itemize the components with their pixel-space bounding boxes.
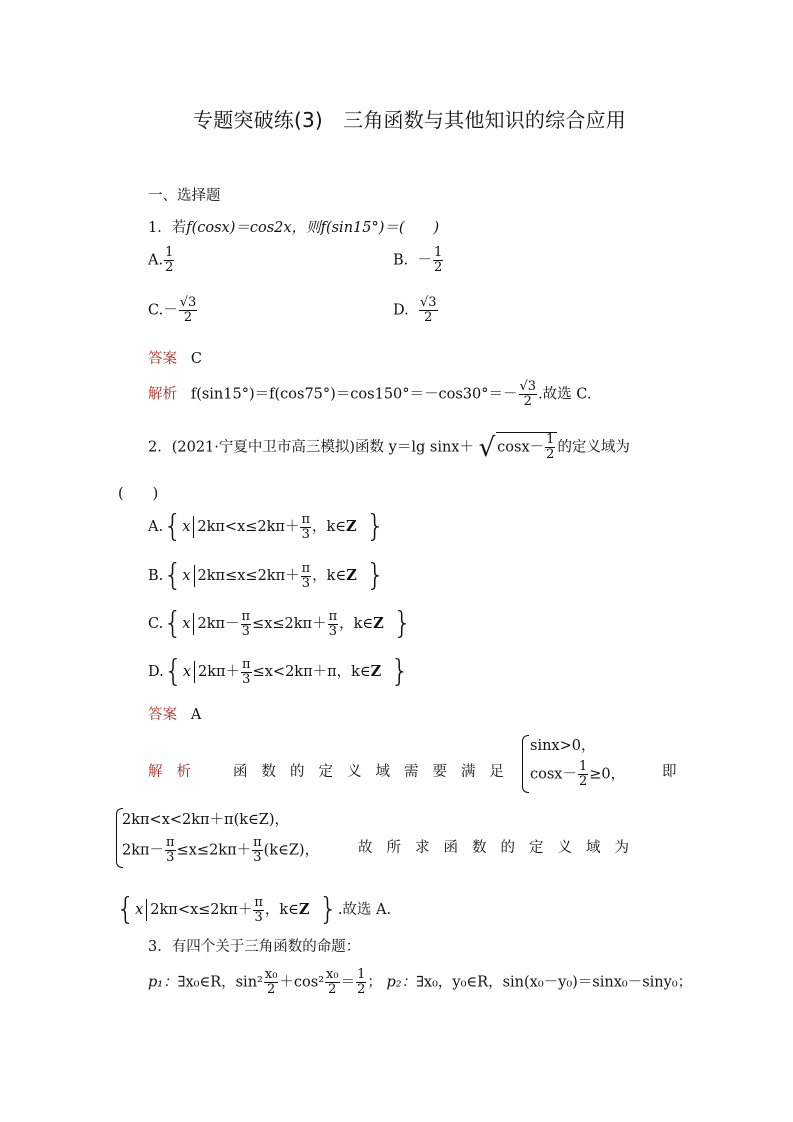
set-condition: ≤x≤2kπ＋ [252, 616, 327, 632]
proposition-label: p₁： [148, 974, 178, 991]
fraction-denominator: 3 [166, 850, 175, 865]
q3-proposition-p1-p2 [148, 968, 692, 997]
fraction-denominator: 2 [433, 260, 443, 275]
fraction [433, 246, 443, 275]
fraction [300, 513, 311, 542]
set-variable: x [182, 519, 191, 535]
right-brace-icon: } [365, 509, 385, 544]
set-bar [194, 565, 195, 587]
analysis-label: 解析 [148, 764, 205, 780]
set-domain: ，k∈ [339, 616, 374, 632]
set-bar [194, 661, 195, 683]
q2-answer [148, 703, 201, 724]
option-label: A. [148, 519, 164, 535]
system-text: 2kπ－ [122, 842, 165, 859]
q2-system-line-1: sinx>0， [530, 738, 596, 754]
fraction [253, 896, 264, 925]
fraction-numerator: √3 [419, 295, 437, 310]
left-brace-icon: { [163, 606, 183, 641]
fraction-denominator: 2 [424, 310, 433, 325]
left-brace-icon: { [163, 654, 183, 689]
set-condition: 2kπ＋ [198, 664, 241, 680]
fraction [252, 836, 263, 865]
q1-option-d [393, 296, 439, 325]
system-text: ≤x≤2kπ＋ [176, 842, 252, 859]
set-bar [146, 899, 147, 921]
sqrt-radicand [496, 432, 557, 462]
set-bar [193, 516, 194, 538]
analysis-conclusion: .故选 A. [337, 902, 392, 918]
set-condition: 2kπ－ [197, 616, 240, 632]
fraction-denominator: 3 [254, 909, 263, 925]
q2-answer-paren: ( ) [118, 486, 159, 502]
proposition-text: ∃x₀∈R，sin² [177, 974, 263, 991]
fraction-numerator: 1 [433, 245, 443, 260]
fraction-denominator: 3 [328, 623, 337, 639]
minus-sign: － [163, 302, 178, 319]
fraction-denominator: 3 [241, 623, 250, 639]
fraction-numerator: π [242, 656, 251, 672]
question-1-stem [148, 216, 439, 237]
option-label: C. [148, 616, 164, 632]
fraction-numerator: π [253, 835, 262, 850]
system-text: ≥0， [589, 766, 626, 783]
fraction-denominator: 3 [301, 575, 311, 591]
integer-set: Z [373, 615, 384, 632]
fraction-numerator: 1 [357, 967, 366, 982]
set-bar [193, 613, 194, 635]
q2-final-set [116, 892, 392, 927]
left-brace-icon: { [163, 558, 183, 593]
sqrt-icon: √ [478, 432, 496, 463]
set-condition: 2kπ≤x≤2kπ＋ [197, 568, 300, 584]
q1-stem-prefix: 1．若 [148, 220, 187, 236]
q2-analysis-domain: 故所求函数的定义域为 [358, 840, 643, 856]
fraction-numerator: π [241, 608, 251, 624]
q2-system2-line-2 [122, 836, 319, 865]
system-text: (k∈Z)， [263, 842, 320, 859]
q2-option-d [148, 654, 410, 689]
set-domain: ，k∈ [312, 568, 347, 584]
analysis-conclusion: .故选 C. [538, 386, 592, 403]
q2-stem-suffix: 的定义域为 [557, 439, 630, 456]
q2-analysis-text: 函数的定义域需要满足 [233, 764, 518, 780]
right-brace-icon: } [318, 892, 338, 927]
analysis-label: 解析 [148, 386, 177, 403]
minus-sign: － [417, 252, 432, 269]
right-brace-icon: } [390, 654, 410, 689]
fraction-numerator: π [301, 560, 311, 576]
fraction [264, 968, 279, 997]
fraction-denominator: 2 [165, 260, 174, 275]
q1-option-b [393, 246, 444, 275]
fraction [325, 968, 340, 997]
right-brace-icon: } [366, 558, 386, 593]
fraction [241, 610, 252, 639]
fraction-denominator: 2 [357, 982, 366, 997]
option-label: C. [148, 302, 164, 319]
left-brace-icon: { [116, 892, 136, 927]
fraction-denominator: 2 [183, 310, 193, 325]
fraction [179, 296, 198, 325]
fraction-denominator: 2 [578, 774, 588, 789]
fraction-denominator: 2 [546, 447, 555, 462]
fraction-numerator: x₀ [326, 967, 339, 982]
fraction [578, 760, 588, 789]
fraction-denominator: 3 [253, 850, 262, 865]
fraction-numerator: 1 [165, 245, 174, 260]
integer-set: Z [370, 663, 382, 680]
fraction-denominator: 3 [242, 671, 251, 687]
q2-stem-prefix: 2．(2021·宁夏中卫市高三模拟)函数 y＝lg sinx＋ [148, 439, 474, 456]
proposition-text: ∃x₀，y₀∈R，sin(x₀－y₀)＝sinx₀－siny₀； [416, 974, 693, 991]
set-variable: x [182, 616, 191, 632]
q2-system2-line-1: 2kπ<x<2kπ＋π(k∈Z)， [122, 812, 289, 828]
question-2-stem [148, 432, 630, 463]
fraction-denominator: 2 [328, 982, 337, 997]
q2-option-b [148, 558, 386, 593]
answer-value: C [190, 351, 202, 367]
fraction [545, 433, 555, 462]
q1-stem-condition: f(cosx)＝cos2x，则 [186, 220, 321, 236]
set-condition: ≤x<2kπ＋π，k∈ [252, 664, 371, 680]
answer-label: 答案 [148, 707, 177, 723]
fraction [419, 296, 438, 325]
fraction-numerator: 1 [578, 759, 588, 774]
page-title: 专题突破练(3) 三角函数与其他知识的综合应用 [193, 108, 626, 132]
option-label: B. [148, 568, 164, 584]
proposition-text: ＋cos² [279, 974, 325, 991]
integer-set: Z [298, 901, 310, 918]
set-domain: ，k∈ [311, 519, 347, 535]
radicand-text: cosx－ [497, 439, 545, 456]
fraction [165, 836, 176, 865]
fraction-denominator: 2 [523, 394, 532, 409]
fraction-numerator: π [328, 608, 338, 624]
option-label: A. [148, 252, 164, 269]
q1-option-a [148, 246, 175, 275]
set-domain: ，k∈ [264, 902, 299, 918]
fraction-numerator: π [166, 835, 175, 850]
fraction [356, 968, 366, 997]
option-label: D. [393, 302, 409, 319]
fraction [164, 246, 174, 275]
q1-analysis [148, 380, 591, 409]
analysis-text: f(sin15°)＝f(cos75°)＝cos150°＝－cos30°＝－ [190, 386, 518, 403]
q2-option-c [148, 606, 413, 641]
proposition-label: p₂： [386, 974, 417, 991]
set-variable: x [135, 902, 144, 918]
set-condition: 2kπ<x≤2kπ＋ [150, 902, 253, 918]
question-3-stem: 3．有四个关于三角函数的命题： [148, 939, 361, 955]
answer-value: A [190, 707, 202, 723]
fraction-denominator: 3 [301, 526, 310, 542]
set-condition: 2kπ<x≤2kπ＋ [197, 519, 300, 535]
q2-option-a [148, 509, 385, 544]
option-label: D. [148, 664, 164, 680]
set-variable: x [182, 664, 191, 680]
fraction-numerator: √3 [179, 295, 197, 310]
set-variable: x [182, 568, 191, 584]
system-text: cosx－ [530, 766, 577, 783]
proposition-text: ＝ [340, 974, 356, 991]
fraction-numerator: √3 [519, 379, 537, 394]
q1-stem-question: f(sin15°)＝( ) [320, 220, 440, 236]
left-brace-icon: { [163, 509, 183, 544]
answer-label: 答案 [148, 351, 177, 367]
system-brace-icon [522, 735, 529, 793]
fraction [519, 380, 538, 409]
fraction-numerator: x₀ [264, 967, 278, 982]
option-label: B. [393, 252, 409, 269]
fraction [328, 610, 339, 639]
q2-analysis-label [148, 760, 205, 781]
fraction [241, 658, 252, 687]
q2-analysis-then: 即 [662, 764, 677, 780]
fraction-numerator: 1 [546, 432, 555, 447]
proposition-text: ； [367, 974, 382, 991]
q1-answer [148, 347, 202, 368]
integer-set: Z [346, 567, 357, 584]
fraction-numerator: π [254, 894, 263, 910]
q2-system-line-2 [530, 760, 625, 789]
right-brace-icon: } [392, 606, 413, 641]
integer-set: Z [346, 518, 357, 535]
section-heading: 一、选择题 [148, 188, 221, 204]
fraction-numerator: π [301, 511, 310, 527]
fraction-denominator: 2 [266, 982, 276, 997]
q1-option-c [148, 296, 198, 325]
fraction [301, 562, 312, 591]
